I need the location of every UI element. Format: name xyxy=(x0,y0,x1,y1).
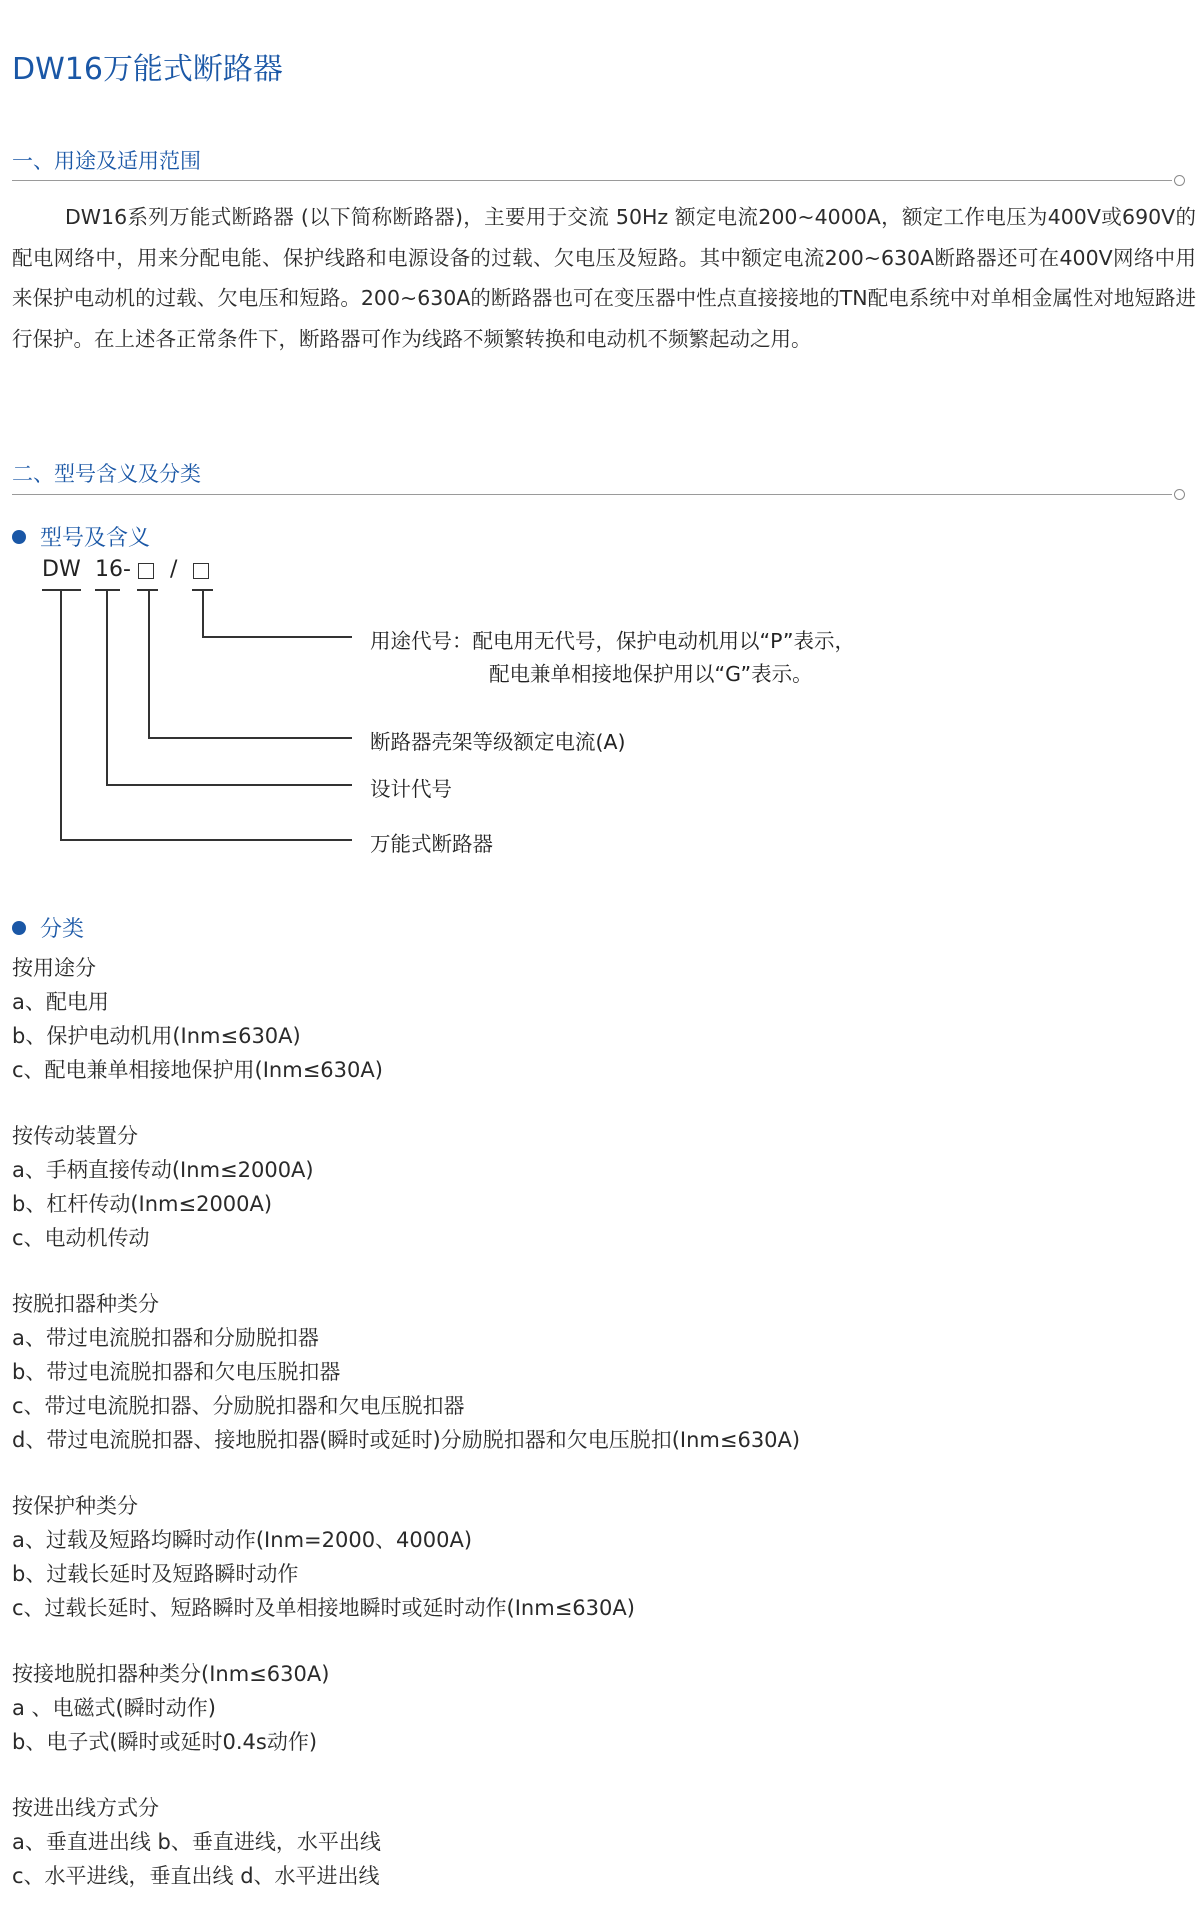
class-item: a、过载及短路均瞬时动作(Inm=2000、4000A) xyxy=(12,1528,473,1552)
class-item: c、配电兼单相接地保护用(Inm≤630A) xyxy=(12,1058,383,1082)
connector-type-vertical xyxy=(60,590,62,840)
class-item: c、过载长延时、短路瞬时及单相接地瞬时或延时动作(Inm≤630A) xyxy=(12,1596,635,1620)
code-dash: - xyxy=(123,557,131,582)
divider-end-circle-icon xyxy=(1174,175,1185,186)
connector-design-horizontal xyxy=(106,784,352,786)
subheading-model-meaning-label: 型号及含义 xyxy=(40,526,151,551)
class-group-title: 按接地脱扣器种类分(Inm≤630A) xyxy=(12,1662,330,1686)
class-group-title: 按脱扣器种类分 xyxy=(12,1292,159,1316)
desc-usage-code-line1: 用途代号：配电用无代号，保护电动机用以“P”表示， xyxy=(370,629,855,653)
class-item: c、水平进线，垂直出线 d、水平进出线 xyxy=(12,1864,380,1888)
code-slash: / xyxy=(170,557,178,582)
connector-design-vertical xyxy=(106,590,108,785)
class-group-title: 按进出线方式分 xyxy=(12,1796,159,1820)
class-item: b、电子式(瞬时或延时0.4s动作) xyxy=(12,1730,318,1754)
class-item: c、带过电流脱扣器、分励脱扣器和欠电压脱扣器 xyxy=(12,1394,465,1418)
connector-usage-vertical xyxy=(202,590,204,637)
desc-design-code: 设计代号 xyxy=(370,777,452,801)
class-item: a、配电用 xyxy=(12,990,109,1014)
section-divider xyxy=(12,494,1172,495)
section-heading-usage: 一、用途及适用范围 xyxy=(12,149,201,173)
class-item: d、带过电流脱扣器、接地脱扣器(瞬时或延时)分励脱扣器和欠电压脱扣(Inm≤630A) xyxy=(12,1428,801,1452)
connector-usage-horizontal xyxy=(202,636,352,638)
connector-type-horizontal xyxy=(60,839,352,841)
connector-current-vertical xyxy=(148,590,150,738)
bullet-dot-icon xyxy=(12,921,26,935)
section-heading-model: 二、型号含义及分类 xyxy=(12,462,201,486)
class-item: b、过载长延时及短路瞬时动作 xyxy=(12,1562,299,1586)
code-16: 16 xyxy=(95,557,123,582)
subheading-classification-label: 分类 xyxy=(40,917,85,942)
subheading-classification xyxy=(12,912,84,943)
intro-paragraph: DW16系列万能式断路器 (以下简称断路器)，主要用于交流 50Hz 额定电流200~4000A，额定工作电压为400V或690V的配电网络中，用来分配电能、保护线路和电源设备的过载、欠电压及短路。其中额定电流200~630A断路器还可在400V网络中用来保护电动机的过载、欠电压和短路。200~630A的断路器也可在变压器中性点直接接地的TN配电系统中对单相金属性对地短路进行保护。在上述各正常条件下，断路器可作为线路不频繁转换和电动机不频繁起动之用。 xyxy=(12,205,1196,351)
class-item: b、杠杆传动(Inm≤2000A) xyxy=(12,1192,273,1216)
divider-end-circle-icon xyxy=(1174,489,1185,500)
code-usage-box-icon xyxy=(193,563,209,579)
section-divider xyxy=(12,180,1172,181)
class-group-title: 按用途分 xyxy=(12,956,96,980)
bullet-dot-icon xyxy=(12,530,26,544)
page-title: DW16万能式断路器 xyxy=(12,52,283,87)
code-dw: DW xyxy=(42,557,81,582)
class-item: a、垂直进出线 b、垂直进线，水平出线 xyxy=(12,1830,381,1854)
intro-paragraph-block xyxy=(12,197,1196,359)
class-group-title: 按传动装置分 xyxy=(12,1124,138,1148)
class-item: b、带过电流脱扣器和欠电压脱扣器 xyxy=(12,1360,341,1384)
class-item: c、电动机传动 xyxy=(12,1226,150,1250)
desc-rated-current: 断路器壳架等级额定电流(A) xyxy=(370,730,626,754)
subheading-model-meaning xyxy=(12,521,150,552)
class-item: b、保护电动机用(Inm≤630A) xyxy=(12,1024,301,1048)
class-item: a、手柄直接传动(Inm≤2000A) xyxy=(12,1158,314,1182)
underline-16 xyxy=(95,589,120,591)
class-group-title: 按保护种类分 xyxy=(12,1494,138,1518)
class-item: a 、电磁式(瞬时动作) xyxy=(12,1696,216,1720)
connector-current-horizontal xyxy=(148,737,352,739)
desc-usage-code-line2: 配电兼单相接地保护用以“G”表示。 xyxy=(489,662,813,686)
desc-breaker-type: 万能式断路器 xyxy=(370,832,493,856)
class-item: a、带过电流脱扣器和分励脱扣器 xyxy=(12,1326,319,1350)
underline-dw xyxy=(42,589,81,591)
code-rated-current-box-icon xyxy=(138,563,154,579)
